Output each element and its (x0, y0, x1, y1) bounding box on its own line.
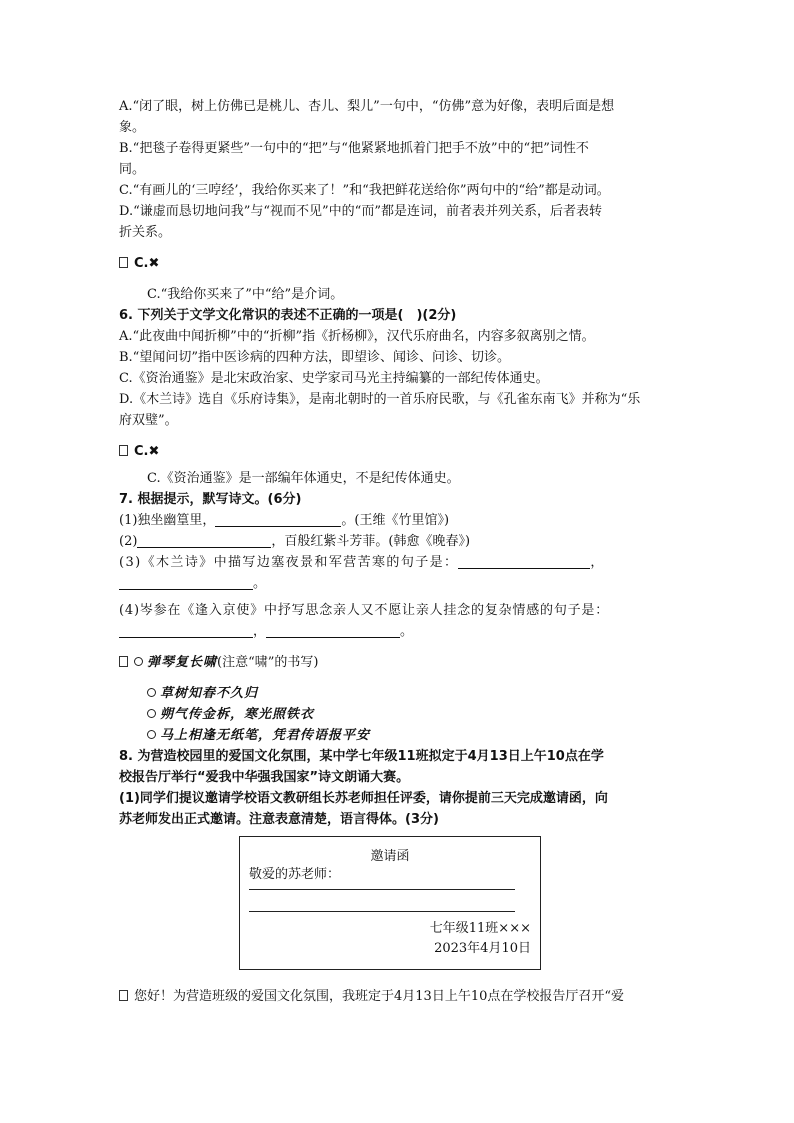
q6-explanation: C.《资治通鉴》是一部编年体通史，不是纪传体通史。 (147, 471, 460, 486)
q5-option-d-line2: 折关系。 (119, 225, 172, 240)
q5-option-c: C.“有画儿的‘三哼经’，我给你买来了！”和“我把鲜花送给你”两句中的“给”都是动词。 (119, 183, 610, 198)
letter-signature: 七年级11班××× (429, 921, 531, 936)
document-page (119, 96, 679, 1007)
invitation-letter-box (239, 836, 541, 970)
q6-title: 6. 下列关于文学文化常识的表述不正确的一项是( )(2分) (119, 308, 457, 323)
q8-title-line2: 校报告厅举行“爱我中华强我国家”诗文朗诵大赛。 (119, 770, 410, 785)
q5-answer: C.✖ (119, 253, 679, 274)
letter-blank-line (249, 911, 515, 912)
q7-item-1: (1)独坐幽篁里， 。(王维《竹里馆》) (119, 513, 450, 528)
q7-item-3-cont: 。 (119, 573, 679, 594)
circle-bullet-icon (134, 657, 143, 666)
circle-bullet-icon (147, 730, 156, 739)
q7-answer-3: 朔气传金柝，寒光照铁衣 (119, 704, 679, 725)
answer-blank (458, 554, 590, 569)
answer-blank (119, 575, 253, 590)
letter-blank-line (249, 889, 515, 890)
q6-option-a: A.“此夜曲中闻折柳”中的“折柳”指《折杨柳》，汉代乐府曲名，内容多叙离别之情。 (119, 329, 595, 344)
q7-answer-2: 草树知春不久归 (119, 683, 679, 704)
letter-greeting: 敬爱的苏老师： (249, 867, 341, 882)
answer-box-icon (119, 257, 128, 268)
letter-title: 邀请函 (370, 849, 410, 864)
letter-date: 2023年4月10日 (434, 941, 531, 956)
q7-answer-1: 弹琴复长啸(注意“啸”的书写) (119, 652, 679, 673)
answer-box-icon (119, 656, 128, 667)
q5-explanation: C.“我给你买来了”中“给”是介词。 (147, 287, 344, 302)
answer-box-icon (119, 990, 128, 1001)
q5-option-a-line2: 象。 (119, 120, 146, 135)
q6-option-d-line1: D.《木兰诗》选自《乐府诗集》，是南北朝时的一首乐府民歌，与《孔雀东南飞》并称为“乐 (119, 392, 641, 407)
q8-sub-line2: 苏老师发出正式邀请。注意表意清楚，语言得体。(3分) (119, 812, 439, 827)
q5-option-d-line1: D.“谦虚而恳切地问我”与“视而不见”中的“而”都是连词，前者表并列关系，后者表转 (119, 204, 602, 219)
circle-bullet-icon (147, 688, 156, 697)
q5-option-b-line2: 同。 (119, 162, 146, 177)
answer-blank (215, 512, 341, 527)
q7-title: 7. 根据提示，默写诗文。(6分) (119, 492, 302, 507)
q5-option-a-line1: A.“闭了眼，树上仿佛已是桃儿、杏儿、梨儿”一句中，“仿佛”意为好像，表明后面是想 (119, 99, 615, 114)
q8-title-line1: 8. 为营造校园里的爱国文化氛围，某中学七年级11班拟定于4月13日上午10点在学 (119, 749, 604, 764)
q7-item-3: (3)《木兰诗》中描写边塞夜景和军营苦寒的句子是： ， (119, 555, 605, 570)
answer-box-icon (119, 445, 128, 456)
q8-answer: 您好！为营造班级的爱国文化氛围，我班定于4月13日上午10点在学校报告厅召开“爱 (119, 986, 679, 1007)
answer-blank (266, 623, 400, 638)
q6-option-c: C.《资治通鉴》是北宋政治家、史学家司马光主持编纂的一部纪传体通史。 (119, 371, 549, 386)
q5-option-b-line1: B.“把毯子卷得更紧些”一句中的“把”与“他紧紧地抓着门把手不放”中的“把”词性不 (119, 141, 589, 156)
q6-option-b: B.“望闻问切”指中医诊病的四种方法，即望诊、闻诊、问诊、切诊。 (119, 350, 510, 365)
answer-blank (137, 533, 271, 548)
circle-bullet-icon (147, 709, 156, 718)
q6-answer: C.✖ (119, 441, 679, 462)
q7-item-4: (4)岑参在《逢入京使》中抒写思念亲人又不愿让亲人挂念的复杂情感的句子是： (119, 603, 610, 618)
q7-item-4-cont: ， 。 (119, 621, 679, 642)
q6-option-d-line2: 府双璧”。 (119, 413, 178, 428)
q8-sub-line1: (1)同学们提议邀请学校语文教研组长苏老师担任评委，请你提前三天完成邀请函，向 (119, 791, 608, 806)
q7-answer-4: 马上相逢无纸笔，凭君传语报平安 (119, 725, 679, 746)
answer-blank (119, 623, 253, 638)
q7-item-2: (2) ，百般红紫斗芳菲。(韩愈《晚春》) (119, 534, 471, 549)
